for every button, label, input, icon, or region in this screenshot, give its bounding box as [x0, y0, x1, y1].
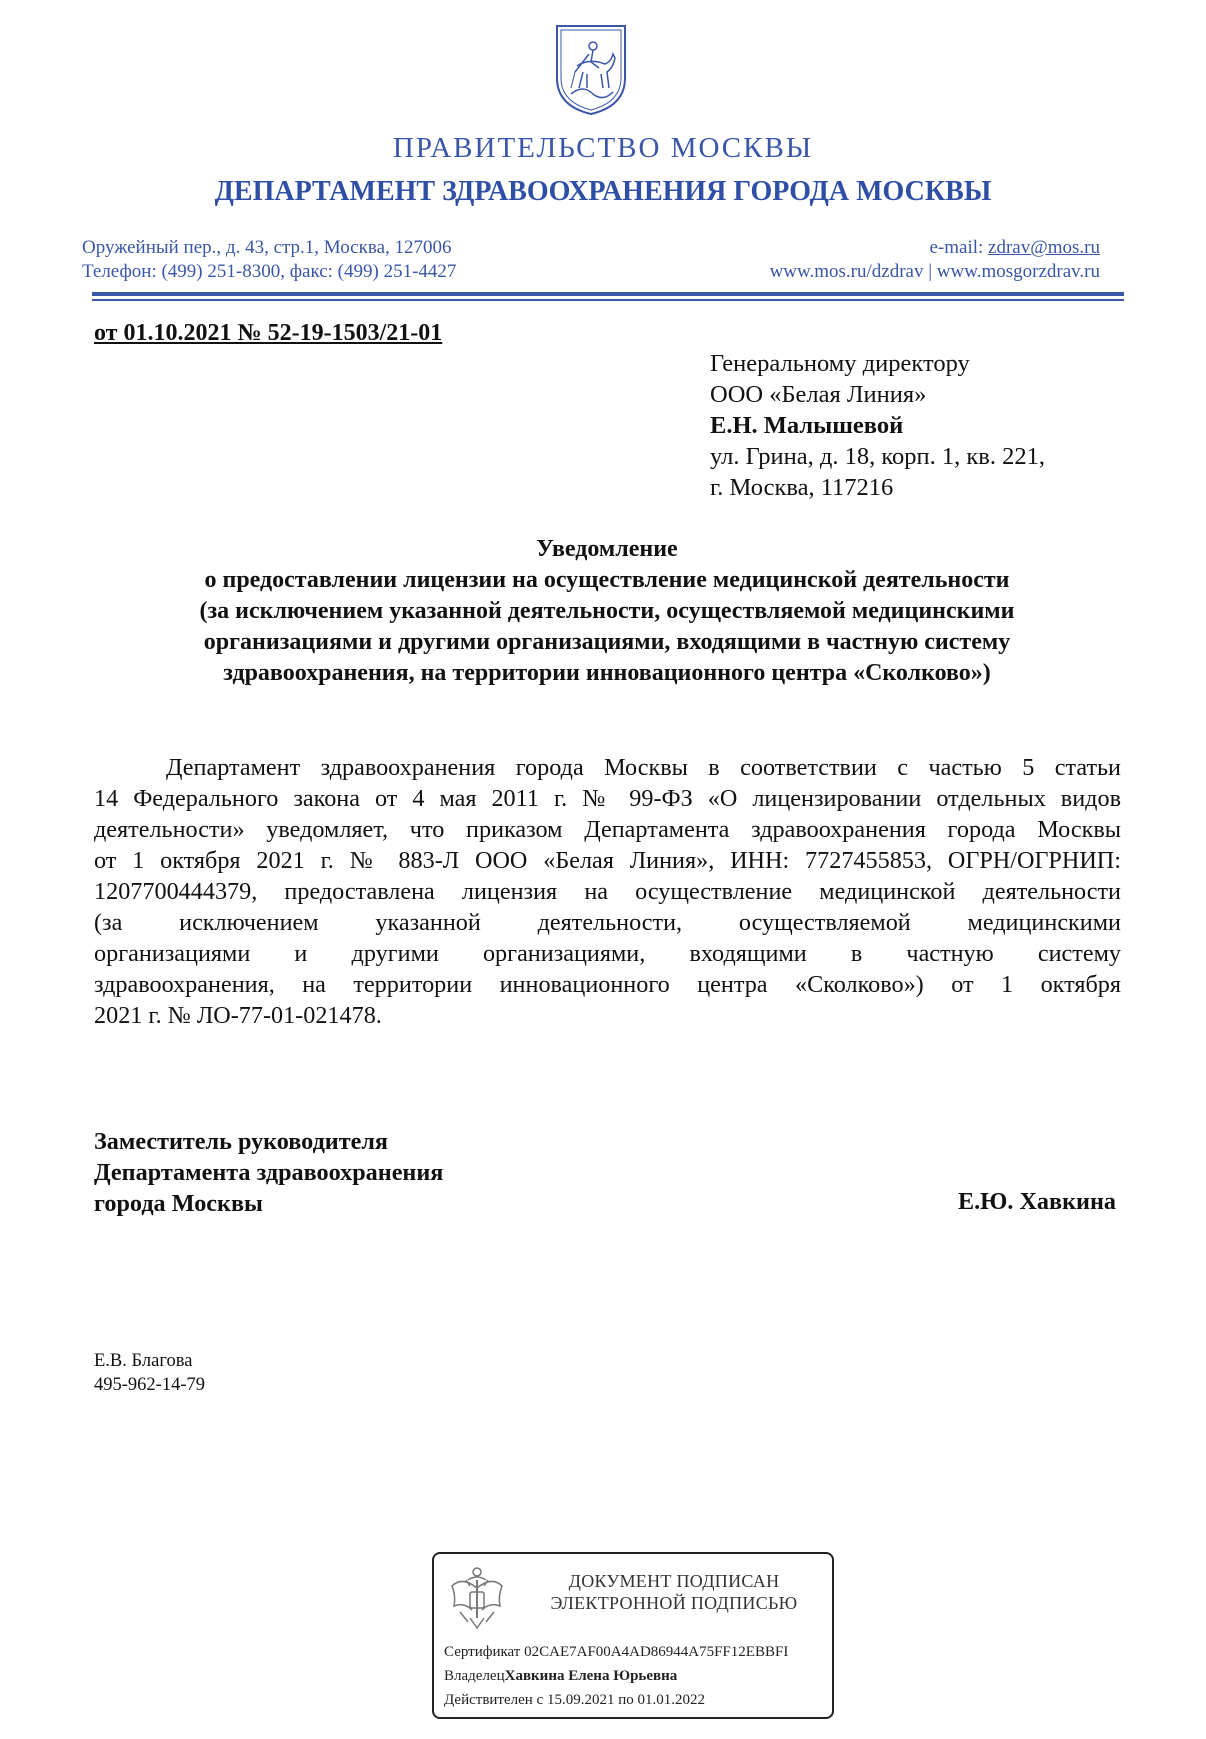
document-reference: от 01.10.2021 № 52-19-1503/21-01: [94, 320, 443, 346]
notice-subject-line: здравоохранения, на территории инновационного центра «Сколково»): [223, 660, 991, 686]
executor-block: [94, 1349, 205, 1397]
websites-link[interactable]: www.mos.ru/dzdrav | www.mosgorzdrav.ru: [769, 261, 1100, 282]
addressee-city: г. Москва, 117216: [710, 474, 894, 501]
body-line: 14 Федерального закона от 4 мая 2011 г. № 99-ФЗ «О лицензировании отдельных видов: [94, 785, 1121, 812]
contact-address-block: [82, 236, 456, 284]
header-divider-thin: [92, 299, 1124, 301]
russian-double-headed-eagle-icon: [448, 1566, 506, 1632]
stamp-title-line: ДОКУМЕНТ ПОДПИСАН: [568, 1571, 780, 1591]
email-line: [770, 236, 1100, 260]
stamp-title: [524, 1570, 824, 1614]
moscow-coat-of-arms-icon: [553, 22, 629, 118]
notice-title: Уведомление: [536, 536, 678, 562]
signatory-name: Е.Ю. Хавкина: [957, 1188, 1116, 1215]
notice-heading: [110, 534, 1104, 689]
executor-name: Е.В. Благова: [94, 1351, 193, 1371]
email-label: e-mail:: [929, 237, 989, 258]
certificate-owner: [444, 1668, 677, 1685]
addressee-street: ул. Грина, д. 18, корп. 1, кв. 221,: [710, 443, 1045, 470]
addressee-name: Е.Н. Малышевой: [710, 412, 904, 439]
notice-subject-line: о предоставлении лицензии на осуществление медицинской деятельности: [204, 567, 1010, 593]
signatory-position: [94, 1126, 443, 1219]
body-paragraph: [94, 752, 1121, 1031]
owner-name: Хавкина Елена Юрьевна: [504, 1668, 678, 1684]
stamp-title-line: ЭЛЕКТРОННОЙ ПОДПИСЬЮ: [550, 1593, 798, 1613]
body-line: организациями и другими организациями, входящими в частную систему: [94, 940, 1121, 967]
body-line: 1207700444379, предоставлена лицензия на осуществление медицинской деятельности: [94, 878, 1121, 905]
notice-subject-line: (за исключением указанной деятельности, осуществляемой медицинскими: [199, 598, 1015, 624]
owner-label: Владелец: [444, 1668, 505, 1684]
certificate-validity: Действителен с 15.09.2021 по 01.01.2022: [444, 1692, 705, 1708]
body-line: Департамент здравоохранения города Москвы в соответствии с частью 5 статьи: [166, 754, 1121, 781]
contact-web-block: [770, 236, 1100, 284]
body-line: 2021 г. № ЛО-77-01-021478.: [94, 1002, 382, 1029]
certificate-number: Сертификат 02CAE7AF00A4AD86944A75FF12EBBFI: [444, 1644, 789, 1660]
notice-subject-line: организациями и другими организациями, входящими в частную систему: [203, 629, 1011, 655]
government-title: ПРАВИТЕЛЬСТВО МОСКВЫ: [392, 132, 814, 164]
email-link[interactable]: zdrav@mos.ru: [988, 237, 1100, 258]
addressee-company: ООО «Белая Линия»: [710, 381, 927, 408]
addressee-position: Генеральному директору: [710, 350, 970, 377]
body-line: деятельности» уведомляет, что приказом Департамента здравоохранения города Москвы: [94, 816, 1121, 843]
signatory-position-line: города Москвы: [94, 1190, 263, 1217]
body-line: (за исключением указанной деятельности, осуществляемой медицинскими: [94, 909, 1121, 936]
department-title: ДЕПАРТАМЕНТ ЗДРАВООХРАНЕНИЯ ГОРОДА МОСКВЫ: [214, 176, 992, 207]
body-line: здравоохранения, на территории инновационного центра «Сколково») от 1 октября: [94, 971, 1121, 998]
phone-text: Телефон: (499) 251-8300, факс: (499) 251-4427: [82, 261, 457, 282]
address-text: Оружейный пер., д. 43, стр.1, Москва, 127006: [82, 237, 452, 258]
signatory-position-line: Департамента здравоохранения: [94, 1159, 444, 1186]
executor-phone: 495-962-14-79: [94, 1375, 205, 1395]
body-line: от 1 октября 2021 г. № 883-Л ООО «Белая Линия», ИНН: 7727455853, ОГРН/ОГРНИП:: [94, 847, 1121, 874]
header-divider: [92, 292, 1124, 296]
signatory-position-line: Заместитель руководителя: [94, 1128, 389, 1155]
addressee-block: [710, 348, 1045, 503]
electronic-signature-stamp: [432, 1552, 834, 1719]
